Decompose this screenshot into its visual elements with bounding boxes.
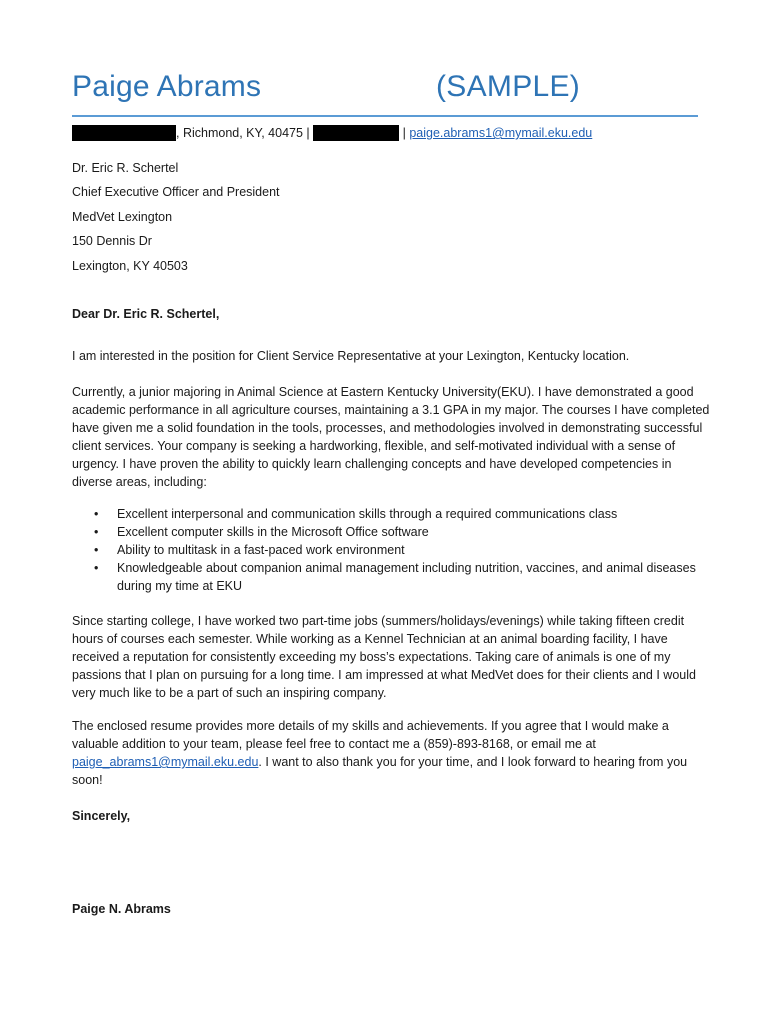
redacted-street-address — [72, 125, 176, 141]
list-item — [72, 505, 712, 523]
redacted-phone — [313, 125, 399, 141]
recipient-name: Dr. Eric R. Schertel — [72, 161, 179, 175]
list-item-text: Knowledgeable about companion animal management including nutrition, vaccines, and animal diseases during my time at EKU — [117, 561, 696, 593]
list-item-text: Excellent computer skills in the Microsoft Office software — [117, 525, 429, 539]
recipient-city: Lexington, KY 40503 — [72, 259, 188, 273]
recipient-title: Chief Executive Officer and President — [72, 185, 280, 199]
bullet-icon: • — [94, 543, 99, 557]
list-item-text: Ability to multitask in a fast-paced work environment — [117, 543, 405, 557]
closing-salutation: Sincerely, — [72, 809, 131, 823]
contact-city: , Richmond, KY, 40475 | — [176, 126, 314, 140]
bullet-icon: • — [94, 507, 99, 521]
header-divider — [72, 115, 698, 117]
sample-label: (SAMPLE) — [436, 70, 581, 103]
signature-name: Paige N. Abrams — [72, 902, 171, 916]
closing-email-link[interactable]: paige_abrams1@mymail.eku.edu — [72, 755, 259, 769]
skills-list — [72, 505, 712, 595]
paragraph-background: Currently, a junior majoring in Animal Science at Eastern Kentucky University(EKU). I have demonstrated a good academic performance in all agriculture courses, maintaining a 3.1 GPA in my major. The courses I have completed have given me a solid foundation in the tools, processes, and methodologies involved in demonstrating successful client services. Your company is seeking a hardworking, flexible, and self-motivated individual with a sense of urgency. I have proven the ability to quickly learn challenging concepts and have developed competencies in diverse areas, including: — [72, 385, 710, 489]
paragraph-experience: Since starting college, I have worked two part-time jobs (summers/holidays/evenings) while taking fifteen credit hours of courses each semester. While working as a Kennel Technician at an animal boarding facility, I have received a reputation for consistently exceeding my boss’s expectations. Taking care of animals is one of my passions that I plan on pursuing for a long time. I am impressed at what MedVet does for their clients and I would very much like to be a part of such an inspiring company. — [72, 614, 696, 700]
closing-text-end: . I want to also thank you for your time, and I look forward to hearing from you soon! — [72, 755, 688, 787]
bullet-icon: • — [94, 561, 99, 575]
paragraph-intro: I am interested in the position for Client Service Representative at your Lexington, Kentucky location. — [72, 349, 630, 363]
sender-name-heading: Paige Abrams — [72, 70, 262, 103]
recipient-company: MedVet Lexington — [72, 210, 173, 224]
contact-line — [72, 124, 592, 142]
recipient-street: 150 Dennis Dr — [72, 234, 152, 248]
paragraph-closing — [72, 717, 712, 789]
list-item — [72, 541, 712, 559]
list-item — [72, 559, 712, 595]
contact-separator: | — [399, 126, 410, 140]
sender-email-link[interactable]: paige.abrams1@mymail.eku.edu — [409, 126, 593, 140]
bullet-icon: • — [94, 525, 99, 539]
closing-text-start: The enclosed resume provides more details of my skills and achievements. If you agree that I would make a valuable addition to your team, please feel free to contact me a (859)-893-8168, or email me at — [72, 719, 669, 751]
list-item-text: Excellent interpersonal and communication skills through a required communications class — [117, 507, 618, 521]
list-item — [72, 523, 712, 541]
salutation: Dear Dr. Eric R. Schertel, — [72, 307, 220, 321]
